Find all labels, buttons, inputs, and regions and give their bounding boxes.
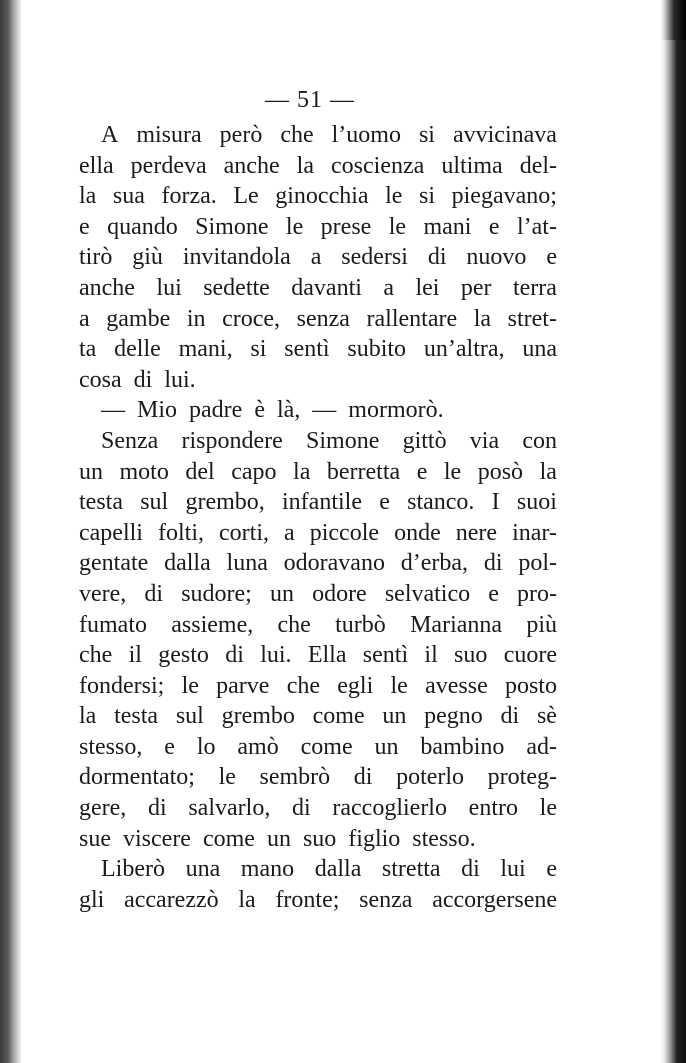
word: ginocchia [275, 183, 369, 210]
word: turbò [335, 611, 386, 638]
word: un’altra, [423, 336, 505, 363]
word: mani [423, 213, 472, 240]
text-line [79, 212, 557, 243]
word: lei [415, 274, 440, 301]
word: la [296, 152, 314, 179]
word: la [79, 183, 97, 210]
word: figlio [348, 825, 401, 852]
word: amò [237, 733, 279, 760]
word: che [277, 611, 311, 638]
word: raccoglierlo [332, 795, 447, 822]
word: Ella [307, 642, 347, 669]
word: si [418, 122, 435, 148]
word: proteg- [487, 764, 557, 791]
text-line [79, 457, 557, 488]
word: il [424, 642, 438, 669]
word: lui. [260, 642, 292, 669]
word: misura [136, 122, 202, 148]
word: corti, [219, 519, 270, 546]
word: grembo [221, 703, 295, 730]
word: più [526, 611, 557, 638]
word: un [374, 733, 399, 760]
word: un [266, 825, 291, 852]
word: via [469, 427, 500, 454]
word: gambe [106, 305, 171, 332]
word: mormorò. [348, 397, 444, 424]
text-line [79, 610, 557, 641]
word: di [292, 795, 311, 822]
word: come [300, 733, 353, 760]
word: accorgersene [432, 886, 557, 913]
word: lo [196, 733, 216, 760]
word: fondersi; [79, 672, 165, 699]
word: pol- [518, 550, 557, 577]
word: un [269, 580, 294, 607]
word: del- [519, 152, 557, 179]
word: invitandola [182, 244, 291, 271]
text-line [79, 120, 557, 151]
word: stretta [381, 856, 441, 883]
word: posto [504, 672, 557, 699]
text-line [79, 885, 557, 916]
word: le [443, 458, 462, 485]
word: che [79, 642, 113, 669]
text-line [79, 762, 557, 793]
word: sentì [362, 642, 409, 669]
word: e [488, 213, 500, 240]
word: gittò [402, 427, 447, 454]
word: un [79, 458, 103, 485]
word: Simone [306, 427, 380, 454]
word: odoravano [283, 550, 385, 577]
word: perdeva [130, 152, 207, 179]
word: del [185, 458, 215, 485]
word: A [101, 122, 119, 148]
word: cosa [79, 366, 122, 393]
word: tirò [79, 244, 113, 271]
word: sembrò [259, 764, 331, 791]
word: moto [119, 458, 169, 485]
word: poterlo [396, 764, 465, 791]
word: Marianna [410, 611, 503, 638]
word: nere [455, 519, 498, 546]
word: suoi [516, 489, 557, 516]
word: luna [226, 550, 268, 577]
word: avvicinava [452, 122, 557, 148]
word: padre [189, 397, 243, 424]
word: mano [240, 856, 295, 883]
word: l’uomo [331, 122, 401, 148]
word: e [379, 489, 390, 516]
word: forza. [161, 183, 217, 210]
text-line [79, 793, 557, 824]
text-line [79, 151, 557, 182]
word: entro [468, 795, 518, 822]
word: senza [296, 305, 350, 332]
word: anche [223, 152, 280, 179]
word: parve [216, 672, 270, 699]
word: le [285, 213, 304, 240]
word: stanco. [407, 489, 475, 516]
text-line [79, 854, 557, 885]
word: di [133, 366, 153, 393]
word: la [79, 703, 97, 730]
word: pegno [424, 703, 483, 730]
word: di [461, 856, 480, 883]
word: lui [500, 856, 526, 883]
text-line [79, 671, 557, 702]
word: rispondere [181, 427, 283, 454]
scan-corner-shadow [660, 0, 686, 40]
word: — [312, 397, 337, 424]
text-line [79, 181, 557, 212]
text-line [79, 518, 557, 549]
text-line [79, 640, 557, 671]
word: a [79, 305, 90, 332]
word: e [488, 580, 499, 607]
word: subito [347, 336, 407, 363]
word: onde [394, 519, 441, 546]
text-line [79, 304, 557, 335]
word: berretta [326, 458, 401, 485]
word: gentate [79, 550, 149, 577]
scan-left-edge [0, 0, 22, 1063]
word: gere, [79, 795, 127, 822]
word: la [238, 886, 256, 913]
text-line [79, 334, 557, 365]
text-line [79, 426, 557, 457]
word: posò [477, 458, 524, 485]
word: di [144, 580, 164, 607]
text-line [79, 732, 557, 763]
text-line [79, 365, 557, 396]
word: sedersi [341, 244, 408, 271]
word: d’erba, [400, 550, 469, 577]
word: a [310, 244, 322, 271]
word: lui. [164, 366, 196, 393]
word: di [500, 703, 520, 730]
word: ad- [526, 733, 557, 760]
word: fumato [79, 611, 147, 638]
word: accarezzò [124, 886, 219, 913]
word: folti, [158, 519, 204, 546]
word: sul [175, 703, 204, 730]
word: dormentato; [79, 764, 195, 791]
word: il [128, 642, 142, 669]
word: le [390, 672, 408, 699]
word: le [388, 213, 407, 240]
word: stret- [507, 305, 557, 332]
word: la [539, 458, 557, 485]
word: senza [359, 886, 413, 913]
word: pro- [517, 580, 557, 607]
text-line [79, 242, 557, 273]
word: dalla [314, 856, 362, 883]
word: Simone [195, 213, 269, 240]
word: — [101, 397, 125, 424]
word: infantile [282, 489, 362, 516]
text-line [79, 824, 557, 855]
word: vere, [79, 580, 127, 607]
word: davanti [291, 274, 362, 301]
word: sue [79, 825, 111, 852]
word: l’at- [516, 213, 557, 240]
word: che [286, 672, 320, 699]
word: in [186, 305, 206, 332]
word: sentì [284, 336, 330, 363]
word: stesso, [79, 733, 143, 760]
word: quando [107, 213, 178, 240]
word: e [416, 458, 428, 485]
word: sudore; [181, 580, 252, 607]
word: come [202, 825, 255, 852]
word: croce, [222, 305, 281, 332]
word: però [219, 122, 263, 148]
word: stesso. [412, 825, 476, 852]
word: piccole [309, 519, 380, 546]
word: una [185, 856, 221, 883]
word: di [353, 764, 373, 791]
word: sè [536, 703, 557, 730]
word: coscienza [331, 152, 425, 179]
word: ella [79, 152, 114, 179]
text-line [79, 395, 557, 426]
word: cuore [503, 642, 557, 669]
word: I [491, 489, 500, 516]
text-line [79, 701, 557, 732]
word: suo [302, 825, 337, 852]
word: egli [337, 672, 374, 699]
word: rallentare [366, 305, 458, 332]
word: e [546, 244, 557, 271]
word: capelli [79, 519, 143, 546]
word: le [218, 764, 236, 791]
word: avesse [425, 672, 488, 699]
word: è [254, 397, 265, 424]
word: sua [112, 183, 145, 210]
text-line [79, 273, 557, 304]
word: di [483, 550, 503, 577]
word: la [293, 458, 311, 485]
word: e [79, 213, 90, 240]
word: nuovo [466, 244, 527, 271]
word: di [427, 244, 447, 271]
word: di [225, 642, 244, 669]
body-text [79, 120, 557, 915]
word: si [250, 336, 267, 363]
word: ultima [441, 152, 503, 179]
word: anche [79, 274, 135, 301]
word: a [284, 519, 295, 546]
word: la [473, 305, 492, 332]
word: dalla [164, 550, 211, 577]
word: testa [79, 489, 123, 516]
word: gesto [158, 642, 209, 669]
word: lui [156, 274, 182, 301]
word: e [164, 733, 175, 760]
word: Senza [101, 427, 159, 454]
word: una [522, 336, 557, 363]
text-line [79, 579, 557, 610]
word: salvarlo, [188, 795, 271, 822]
word: sedette [203, 274, 270, 301]
word: si [419, 183, 436, 210]
word: gli [79, 886, 105, 913]
word: capo [231, 458, 277, 485]
word: testa [114, 703, 159, 730]
scan-right-edge [660, 0, 686, 1063]
word: bambino [420, 733, 505, 760]
word: come [312, 703, 365, 730]
word: un [382, 703, 407, 730]
word: Le [233, 183, 259, 210]
word: che [280, 122, 314, 148]
word: grembo, [185, 489, 265, 516]
word: terra [512, 274, 557, 301]
word: di [147, 795, 167, 822]
word: mani, [178, 336, 233, 363]
word: là, [276, 397, 301, 424]
page-number: — 51 — [265, 87, 355, 113]
word: viscere [123, 825, 191, 852]
word: le [539, 795, 557, 822]
word: giù [132, 244, 163, 271]
word: odore [312, 580, 367, 607]
word: assieme, [171, 611, 254, 638]
word: a [383, 274, 394, 301]
word: suo [454, 642, 488, 669]
word: e [546, 856, 557, 883]
word: sul [140, 489, 169, 516]
word: prese [320, 213, 372, 240]
word: delle [114, 336, 161, 363]
word: le [385, 183, 403, 210]
text-line [79, 487, 557, 518]
word: ta [79, 336, 97, 363]
word: inar- [512, 519, 557, 546]
word: con [522, 427, 557, 454]
word: Liberò [101, 856, 165, 883]
text-line [79, 548, 557, 579]
word: piegavano; [451, 183, 557, 210]
word: selvatico [384, 580, 471, 607]
word: per [460, 274, 492, 301]
word: le [181, 672, 199, 699]
word: Mio [137, 397, 178, 424]
word: fronte; [275, 886, 340, 913]
